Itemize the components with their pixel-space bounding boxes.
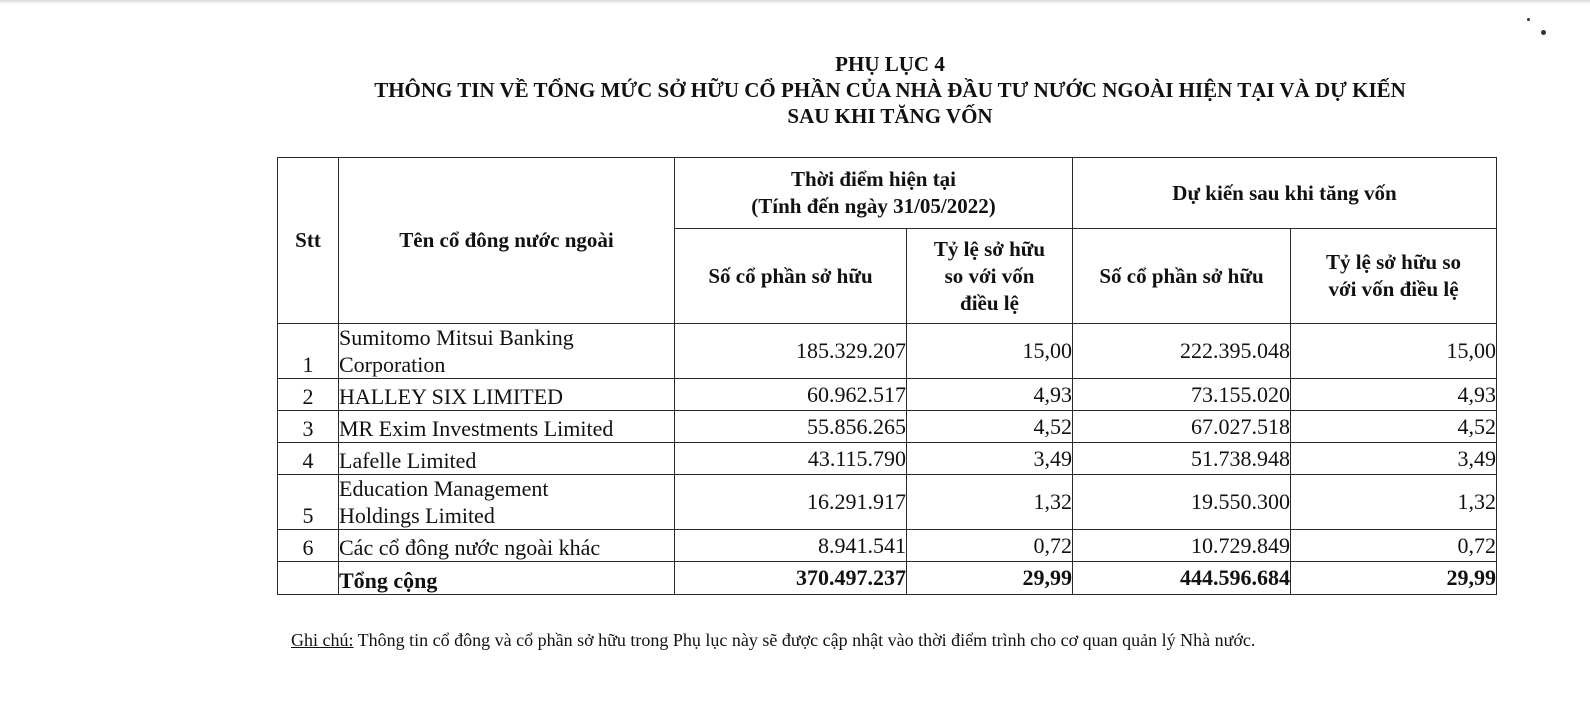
total-expected-ratio: 29,99 [1291, 562, 1497, 595]
row-expected-shares: 51.738.948 [1073, 443, 1291, 475]
row-stt: 1 [278, 324, 339, 379]
total-current-shares: 370.497.237 [675, 562, 907, 595]
row-current-ratio: 4,93 [907, 379, 1073, 411]
header-current-group-line2: (Tính đến ngày 31/05/2022) [751, 194, 996, 218]
shareholder-name-line1: Sumitomo Mitsui Banking [339, 325, 574, 350]
row-shareholder-name: MR Exim Investments Limited [339, 411, 675, 443]
row-stt: 6 [278, 530, 339, 562]
row-stt: 2 [278, 379, 339, 411]
scan-speck [1541, 30, 1546, 35]
row-expected-ratio: 3,49 [1291, 443, 1497, 475]
header-expected-ratio [1291, 229, 1497, 324]
header-current-shares: Số cổ phần sở hữu [675, 229, 907, 324]
row-shareholder-name: HALLEY SIX LIMITED [339, 379, 675, 411]
row-stt: 5 [278, 475, 339, 530]
header-current-ratio-line2: so với vốn [944, 263, 1035, 288]
row-current-shares: 55.856.265 [675, 411, 907, 443]
footnote-text: Thông tin cổ đông và cổ phần sở hữu trong Phụ lục này sẽ được cập nhật vào thời điểm trình cho cơ quan quản lý Nhà nước. [353, 630, 1256, 650]
row-current-ratio: 1,32 [907, 475, 1073, 530]
header-current-ratio [907, 229, 1073, 324]
row-stt: 3 [278, 411, 339, 443]
ownership-table [277, 157, 1497, 595]
total-stt-empty [278, 562, 339, 595]
header-expected-group: Dự kiến sau khi tăng vốn [1073, 158, 1497, 229]
row-current-ratio: 4,52 [907, 411, 1073, 443]
row-expected-shares: 10.729.849 [1073, 530, 1291, 562]
header-expected-shares: Số cổ phần sở hữu [1073, 229, 1291, 324]
header-expected-ratio-line1: Tỷ lệ sở hữu so [1325, 250, 1462, 274]
header-shareholder-name: Tên cổ đông nước ngoài [339, 158, 675, 324]
row-expected-ratio: 15,00 [1291, 324, 1497, 379]
header-stt: Stt [278, 158, 339, 324]
row-current-shares: 60.962.517 [675, 379, 907, 411]
shareholder-name-line1: Education Management [339, 476, 549, 501]
scan-speck [1527, 18, 1530, 21]
document-title-line1: THÔNG TIN VỀ TỔNG MỨC SỞ HỮU CỔ PHẦN CỦA NHÀ ĐẦU TƯ NƯỚC NGOÀI HIỆN TẠI VÀ DỰ KIẾN [374, 78, 1406, 102]
row-expected-ratio: 4,52 [1291, 411, 1497, 443]
row-shareholder-name [339, 324, 675, 379]
row-expected-shares: 19.550.300 [1073, 475, 1291, 530]
table-row [278, 530, 1497, 562]
document-title-line2: SAU KHI TĂNG VỐN [787, 104, 993, 128]
row-current-shares: 185.329.207 [675, 324, 907, 379]
row-expected-ratio: 1,32 [1291, 475, 1497, 530]
row-current-ratio: 15,00 [907, 324, 1073, 379]
appendix-heading: PHỤ LỤC 4 [835, 52, 945, 76]
footnote-label: Ghi chú: [291, 630, 354, 650]
row-shareholder-name [339, 475, 675, 530]
header-current-group [675, 158, 1073, 229]
document-title-block [280, 52, 1500, 129]
row-current-ratio: 0,72 [907, 530, 1073, 562]
table-row [278, 411, 1497, 443]
row-expected-shares: 222.395.048 [1073, 324, 1291, 379]
row-current-ratio: 3,49 [907, 443, 1073, 475]
row-stt: 4 [278, 443, 339, 475]
row-current-shares: 16.291.917 [675, 475, 907, 530]
row-expected-ratio: 0,72 [1291, 530, 1497, 562]
row-current-shares: 8.941.541 [675, 530, 907, 562]
row-expected-shares: 73.155.020 [1073, 379, 1291, 411]
table-total-row [278, 562, 1497, 595]
row-shareholder-name: Các cổ đông nước ngoài khác [339, 530, 675, 562]
header-expected-ratio-line2: với vốn điều lệ [1328, 277, 1459, 301]
shareholder-name-line2: Holdings Limited [339, 503, 495, 528]
row-current-shares: 43.115.790 [675, 443, 907, 475]
table-row [278, 475, 1497, 530]
header-current-ratio-line1: Tỷ lệ sở hữu [933, 236, 1046, 261]
row-expected-shares: 67.027.518 [1073, 411, 1291, 443]
footnote [291, 629, 1255, 651]
table-row [278, 324, 1497, 379]
table-header-row [278, 158, 1497, 229]
row-expected-ratio: 4,93 [1291, 379, 1497, 411]
total-expected-shares: 444.596.684 [1073, 562, 1291, 595]
scan-top-edge [0, 0, 1590, 4]
table-row [278, 379, 1497, 411]
total-current-ratio: 29,99 [907, 562, 1073, 595]
shareholder-name-line2: Corporation [339, 352, 446, 377]
row-shareholder-name: Lafelle Limited [339, 443, 675, 475]
header-current-group-line1: Thời điểm hiện tại [790, 167, 957, 191]
total-label: Tổng cộng [339, 562, 675, 595]
table-row [278, 443, 1497, 475]
header-current-ratio-line3: điều lệ [960, 290, 1019, 315]
